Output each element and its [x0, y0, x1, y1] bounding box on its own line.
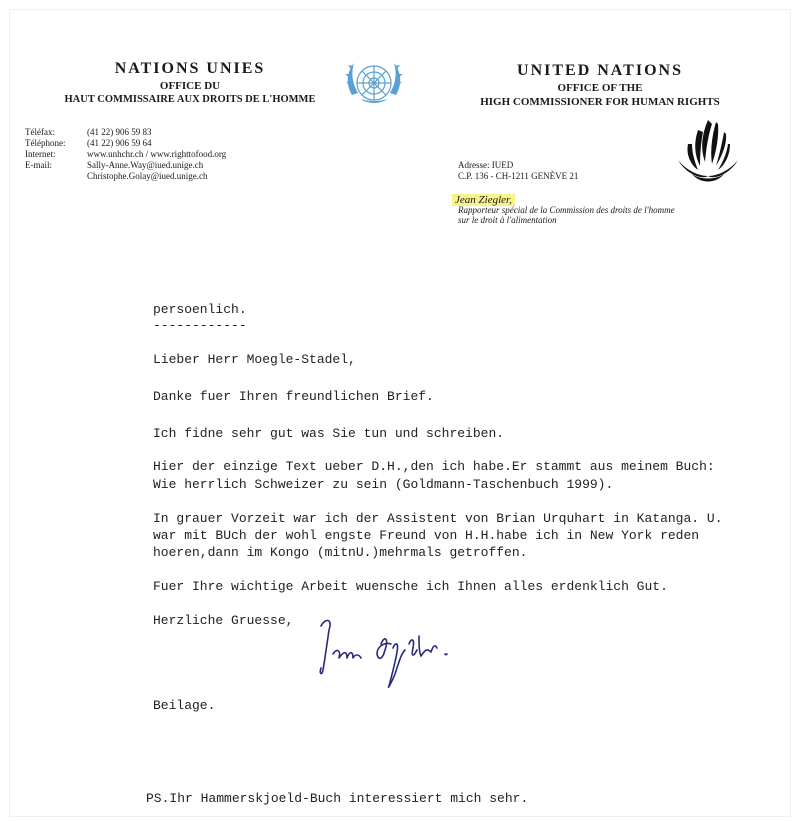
high-commissioner-line: HIGH COMMISSIONER FOR HUMAN RIGHTS [480, 96, 720, 108]
enclosure-note: Beilage. [153, 698, 216, 713]
sender-role-line-1: Rapporteur spécial de la Commission des droits de l'homme [458, 205, 675, 215]
paragraph-4-line-2: war mit BUch der wohl engste Freund von H.H.habe ich in New York reden [153, 528, 700, 543]
paragraph-5: Fuer Ihre wichtige Arbeit wuensche ich Ihnen alles erdenklich Gut. [153, 579, 668, 594]
contact-row: Téléphone: (41 22) 906 59 64 [25, 138, 152, 148]
paragraph-2: Ich fidne sehr gut was Sie tun und schreiben. [153, 426, 505, 441]
paragraph-4-line-1: In grauer Vorzeit war ich der Assistent von Brian Urquhart in Katanga. U. [153, 511, 723, 526]
address-line-1: Adresse: IUED [458, 160, 514, 170]
closing: Herzliche Gruesse, [153, 613, 294, 628]
human-rights-emblem-icon [672, 114, 744, 190]
contact-block [25, 127, 226, 182]
letter-heading-underline: ------------ [153, 318, 247, 333]
contact-row: E-mail: Sally-Anne.Way@iued.unige.ch [25, 160, 204, 170]
nations-unies-title: NATIONS UNIES [114, 60, 266, 77]
paragraph-3-line-2: Wie herrlich Schweizer zu sein (Goldmann-Taschenbuch 1999). [153, 477, 614, 492]
contact-row: Téléfax: (41 22) 906 59 83 [25, 127, 152, 137]
sender-name-highlight: Jean Ziegler, [452, 194, 515, 206]
handwritten-signature [315, 614, 485, 694]
postscript: PS.Ihr Hammerskjoeld-Buch interessiert mich sehr. [146, 791, 529, 806]
haut-commissaire-line: HAUT COMMISSAIRE AUX DROITS DE L'HOMME [64, 94, 316, 105]
salutation: Lieber Herr Moegle-Stadel, [153, 352, 356, 367]
paragraph-4-line-3: hoeren,dann im Kongo (mitnU.)mehrmals getroffen. [153, 545, 528, 560]
paragraph-1: Danke fuer Ihren freundlichen Brief. [153, 389, 434, 404]
sender-role-line-2: sur le droit à l'alimentation [458, 215, 557, 225]
united-nations-title: UNITED NATIONS [517, 62, 683, 79]
paragraph-3-line-1: Hier der einzige Text ueber D.H.,den ich habe.Er stammt aus meinem Buch: [153, 459, 715, 474]
office-of-the-line: OFFICE OF THE [557, 82, 643, 94]
un-emblem-icon [342, 55, 406, 113]
office-du-line: OFFICE DU [159, 80, 221, 92]
contact-row: Internet: www.unhchr.ch / www.righttofood.org [25, 149, 227, 159]
letter-heading: persoenlich. [153, 302, 247, 317]
contact-row: Christophe.Golay@iued.unige.ch [87, 171, 208, 181]
address-line-2: C.P. 136 - CH-1211 GENÈVE 21 [458, 171, 579, 181]
